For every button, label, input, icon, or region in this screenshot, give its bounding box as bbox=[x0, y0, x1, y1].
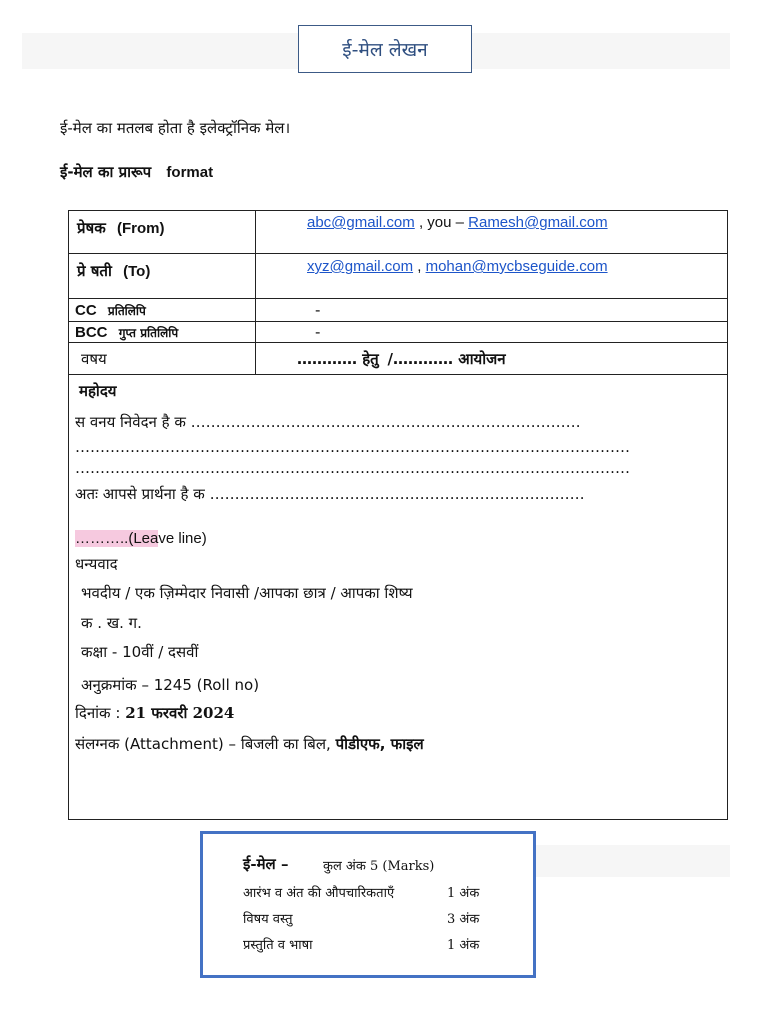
marks-row-2-item: विषय वस्तु bbox=[243, 912, 293, 927]
subject-label: वषय bbox=[81, 350, 107, 368]
leave-line-note bbox=[75, 530, 207, 547]
leave-line-highlight: ………..(Lea bbox=[75, 530, 159, 547]
roll-text: अनुक्रमांक – 1245 (Roll no) bbox=[81, 676, 260, 694]
bcc-value: - bbox=[315, 323, 321, 341]
from-email-link[interactable]: abc@gmail.com bbox=[307, 214, 415, 231]
subject-value-b: /………… आयोजन bbox=[387, 350, 506, 368]
to-separator: , bbox=[417, 258, 422, 275]
from-separator: , you – bbox=[418, 214, 464, 231]
from-email-link-2[interactable]: Ramesh@gmail.com bbox=[468, 214, 608, 231]
row-divider bbox=[69, 298, 727, 299]
date-line bbox=[75, 703, 234, 723]
class-text: कक्षा - 10वीं / दसवीं bbox=[81, 643, 199, 661]
format-heading-english: format bbox=[166, 164, 214, 181]
attachment-label: संलग्नक (Attachment) – बिजली का बिल, bbox=[75, 735, 331, 753]
row-divider bbox=[69, 321, 727, 322]
bcc-label: BCC गुप्त प्रतिलिपि bbox=[75, 324, 179, 341]
marks-scheme-box bbox=[200, 831, 536, 978]
salutation: महोदय bbox=[79, 382, 117, 400]
to-email-link[interactable]: xyz@gmail.com bbox=[307, 258, 414, 275]
attachment-value: पीडीएफ, फाइल bbox=[335, 735, 424, 753]
body-line-3: ………………………………………………………………………………………………… bbox=[75, 459, 630, 477]
to-label: प्रे षती (To) bbox=[77, 262, 151, 280]
cc-label: CC प्रतिलिपि bbox=[75, 302, 146, 319]
subject-value bbox=[297, 349, 506, 369]
date-value: 21 फरवरी 2024 bbox=[125, 704, 235, 722]
format-heading bbox=[60, 162, 213, 182]
marks-title: ई-मेल – bbox=[243, 855, 289, 873]
from-label: प्रेषक (From) bbox=[77, 219, 165, 237]
date-label: दिनांक : bbox=[75, 704, 121, 722]
marks-row-3-item: प्रस्तुति व भाषा bbox=[243, 938, 313, 953]
thanks-text: धन्यवाद bbox=[75, 555, 118, 573]
to-email-link-2[interactable]: mohan@mycbseguide.com bbox=[425, 258, 608, 275]
format-heading-hindi: ई-मेल का प्रारूप bbox=[60, 163, 152, 181]
email-format-table bbox=[68, 210, 728, 820]
attachment-line bbox=[75, 734, 424, 754]
marks-row-3-marks: 1 अंक bbox=[447, 938, 480, 953]
leave-line-rest: ve line) bbox=[158, 530, 207, 547]
page-title-text: ई-मेल लेखन bbox=[342, 39, 428, 61]
marks-total: कुल अंक 5 (Marks) bbox=[323, 859, 435, 874]
body-line-1: स वनय निवेदन है क …………………………………………………………………… bbox=[75, 413, 581, 431]
row-divider bbox=[69, 253, 727, 254]
column-divider bbox=[255, 211, 256, 374]
body-line-4: अतः आपसे प्रार्थना है क ………………………………………………………………… bbox=[75, 485, 585, 503]
from-value bbox=[307, 214, 608, 231]
body-line-2: ………………………………………………………………………………………………… bbox=[75, 438, 630, 456]
row-divider bbox=[69, 342, 727, 343]
cc-value: - bbox=[315, 301, 321, 319]
subject-value-a: ………… हेतु bbox=[297, 350, 379, 368]
marks-row-1-item: आरंभ व अंत की औपचारिकताएँ bbox=[243, 886, 395, 901]
closing-text: भवदीय / एक ज़िम्मेदार निवासी /आपका छात्र / आपका शिष्य bbox=[81, 584, 413, 602]
marks-row-1-marks: 1 अंक bbox=[447, 886, 480, 901]
page-title bbox=[298, 25, 472, 73]
sender-name: क . ख. ग. bbox=[81, 614, 142, 632]
marks-row-2-marks: 3 अंक bbox=[447, 912, 480, 927]
definition-text: ई-मेल का मतलब होता है इलेक्ट्रॉनिक मेल। bbox=[60, 119, 291, 137]
to-value bbox=[307, 258, 608, 275]
row-divider bbox=[69, 374, 727, 375]
